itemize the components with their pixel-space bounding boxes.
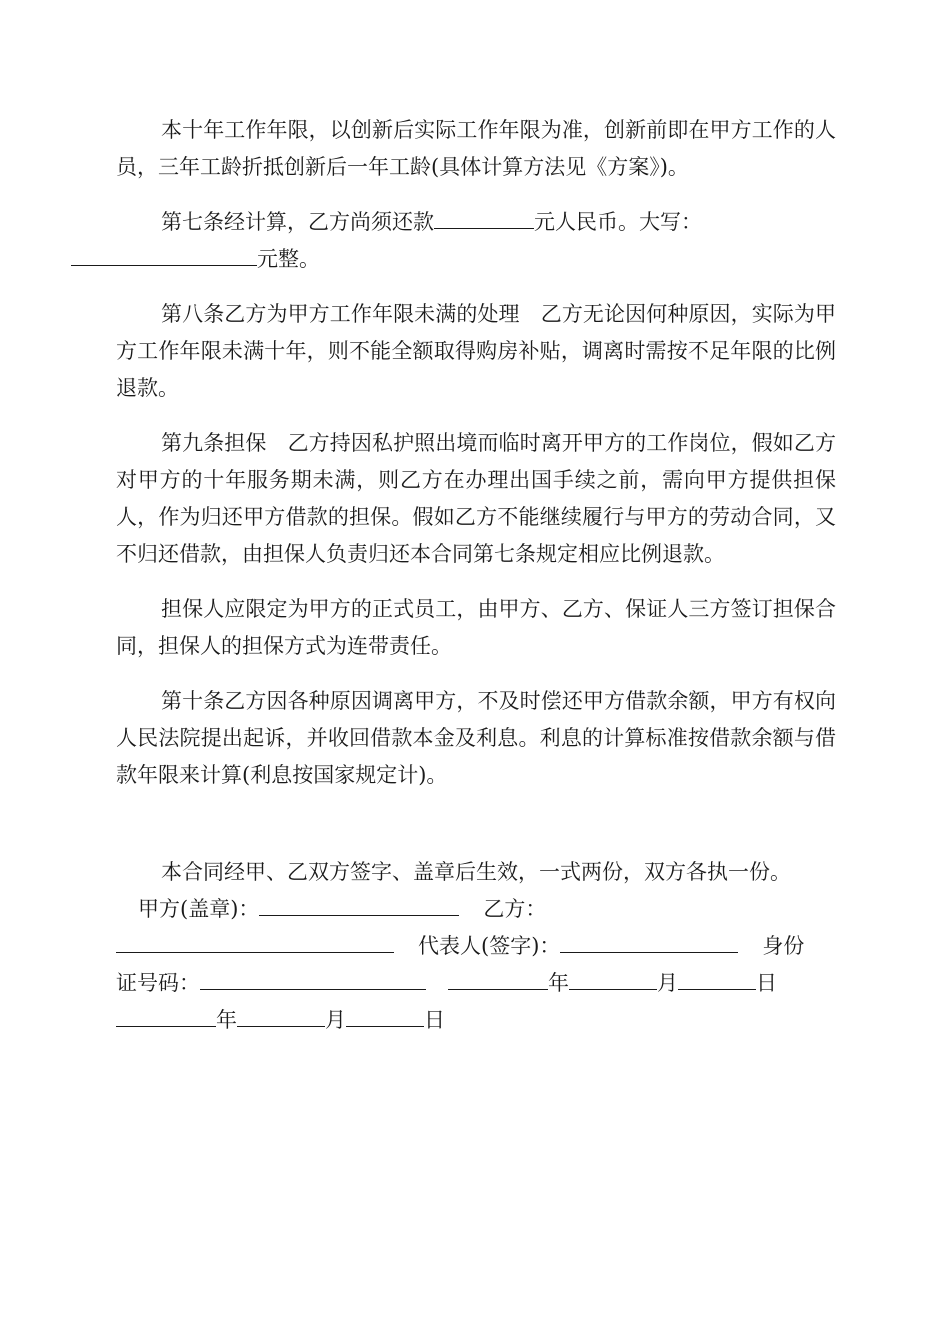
document-body — [116, 112, 836, 812]
id-label-end: 证号码： — [116, 971, 200, 995]
representative-label: 代表人(签字)： — [418, 934, 561, 958]
effective-clause — [116, 854, 836, 891]
paragraph-work-years: 本十年工作年限，以创新后实际工作年限为准，创新前即在甲方工作的人员，三年工龄折抵创新后一年工龄(具体计算方法见《方案》)。 — [116, 118, 836, 179]
party-a-day-blank — [678, 965, 756, 990]
paragraph-article-8: 第八条乙方为甲方工作年限未满的处理 乙方无论因何种原因，实际为甲方工作年限未满十年，则不能全额取得购房补贴，调离时需按不足年限的比例退款。 — [116, 302, 836, 400]
party-line — [116, 891, 836, 928]
party-b-month-blank — [237, 1002, 325, 1027]
party-b-year-blank — [116, 1002, 216, 1027]
day-label-2: 日 — [424, 1008, 445, 1032]
month-label: 月 — [657, 971, 678, 995]
id-label-start: 身份 — [762, 934, 805, 958]
party-b-label: 乙方： — [483, 897, 547, 921]
id-date-line — [116, 965, 836, 1002]
representative-signature-blank — [560, 928, 738, 953]
party-a-label: 甲方(盖章)： — [138, 897, 260, 921]
representative-line — [116, 928, 836, 965]
party-b-day-blank — [346, 1002, 424, 1027]
party-a-year-blank — [448, 965, 548, 990]
party-a-month-blank — [569, 965, 657, 990]
paragraph-article-9: 第九条担保 乙方持因私护照出境而临时离开甲方的工作岗位，假如乙方对甲方的十年服务期未满，则乙方在办理出国手续之前，需向甲方提供担保人，作为归还甲方借款的担保。假如乙方不能继续履行与甲方的劳动合同，又不归还借款，由担保人负责归还本合同第七条规定相应比例退款。 — [116, 431, 836, 566]
party-b-date-line — [116, 1002, 836, 1039]
day-label: 日 — [756, 971, 777, 995]
party-b-name-blank — [116, 928, 394, 953]
paragraph-article-10: 第十条乙方因各种原因调离甲方，不及时偿还甲方借款余额，甲方有权向人民法院提出起诉，并收回借款本金及利息。利息的计算标准按借款余额与借款年限来计算(利息按国家规定计)。 — [116, 689, 836, 787]
year-label-2: 年 — [216, 1008, 237, 1032]
article-7-currency-text: 元人民币。大写： — [534, 210, 702, 234]
id-number-blank — [200, 965, 426, 990]
repayment-amount-uppercase-blank — [71, 241, 257, 266]
paragraph-article-7 — [116, 204, 836, 278]
article-7-end-text: 元整。 — [257, 247, 320, 271]
effective-clause-text: 本合同经甲、乙双方签字、盖章后生效，一式两份，双方各执一份。 — [161, 860, 791, 884]
signature-block — [116, 854, 836, 1039]
party-a-seal-blank — [259, 891, 459, 916]
year-label: 年 — [548, 971, 569, 995]
repayment-amount-blank — [434, 204, 534, 229]
paragraph-guarantor: 担保人应限定为甲方的正式员工，由甲方、乙方、保证人三方签订担保合同，担保人的担保方式为连带责任。 — [116, 597, 836, 658]
article-7-text: 第七条经计算，乙方尚须还款 — [161, 210, 434, 234]
month-label-2: 月 — [325, 1008, 346, 1032]
